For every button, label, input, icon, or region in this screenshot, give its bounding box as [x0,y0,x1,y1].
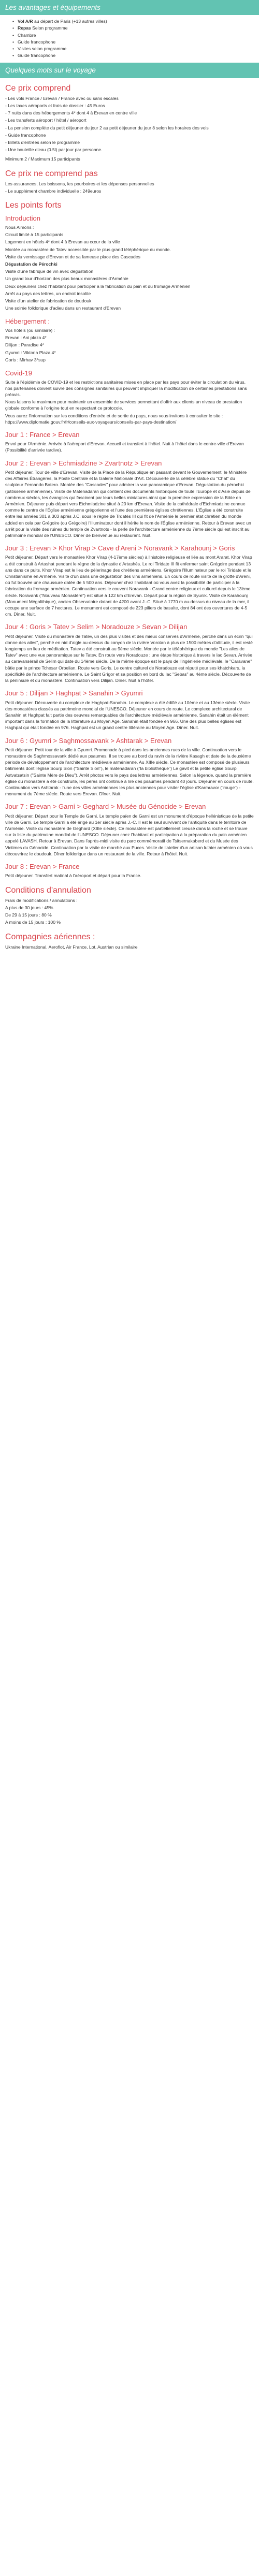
intro-block: Nous Aimons : Circuit limité à 15 participants Logement en hôtels 4* dont 4 à Erevan au cœur de la ville Montée au monastère de Tatev accessible par le plus grand téléphérique du monde. Visite du vernissage d'Erevan et de sa fameuse place des Cascades Dégustation de Pérochki Visite d'une fabrique de vin avec dégustation Un grand tour d'horizon des plus beaux monastères d'Arménie Deux déjeuners chez l'habitant pour participer à la fabrication du pain et du fromage Arménien Arrêt au pays des lettres, un endroit insolite Visite d'un atelier de fabrication de doudouk Une soirée folklorique d'adieu dans un restaurant d'Erevan [5,224,191,311]
advantages-header [0,0,259,15]
day-description: Petit déjeuner. Tour de ville d'Erevan. Visite de la Place de la République en passant devant le Gouvernement, le Ministère des Affaires Étrangères, la Poste Centrale et la Galerie Nationale d'Art. Découverte de la célèbre statue du "Chat" du sculpteur Fernando Botero. Montée des "Cascades" pour admirer la vue panoramique d'Erevan. Dégustation du pérochki (pâtisserie arménienne). Visite de Matenadaran qui contient des documents historiques de toute l'Europe et d'Asie depuis de nombreux siècles, les évangiles qui fascinent par leurs belles miniatures ainsi que la première expression de la Bible en Arménien. Déjeuner puis départ vers Etchmiadzine situé à 20 km d'Erevan. Visite de la cathédrale d'Etchmiadzine connue comme le centre de l'Église arménienne grégorienne et l'une des premières églises chrétiennes. L'Église a été construite entre les années 301 à 303 après J.C. sous le règne de Trdatès III qui fit de l'Arménie le premier état chrétien du monde added en cela par Grégoire (ou Grégoire) l'Illuminateur dont il hérite le nom de l'Église arménienne. Retour à Erevan avec un arrêt pour la visite des ruines du temple de Zvartnots - la perle de l'architecture arménienne du 7ème siècle qui est inscrit au patrimoine mondial de l'UNESCO. Dîner de bienvenue au restaurant. Nuit. [5,469,251,538]
trip-content [0,78,259,957]
airlines-block: Ukraine International, Aeroflot, Air France, Lot, Austrian ou similaire [5,944,138,950]
day-title: Jour 1 : France > Erevan [5,430,80,439]
includes-title: Ce prix comprend [5,83,71,93]
excludes-title: Ce prix ne comprend pas [5,169,98,178]
day-description: Petit déjeuner. Petit tour de la ville à Gyumri. Promenade à pied dans les anciennes rues de la ville. Continuation vers le monastère de Saghmossavank dédié aux psaumes. Il se trouve au bord du ravin de la rivière Kasagh et date de la deuxième période de développement de l'architecture médiévale arménienne. Au XIIIe siècle. Ce monastère est composé de plusieurs bâtiments dont l'église Sourp Sion ("Sainte Sion"), le matenadaran ("la bibliothèque") Le gavit et la petite église Sourp Astvatsatsin ("Sainte Mère de Dieu"). Arrêt photos vers le pays des lettres arméniennes. Selon la légende, quand la première église du monastère a été construite, les pères ont continué à lire des psaumes pendant 40 jours. Déjeuner en cours de route. Continuation vers Ashtarak - l'une des villes arméniennes les plus anciennes pour visiter l'église d'Karmravor ("rouge") - monument du 7ème siècle. Route vers Erevan. Dîner. Nuit. [5,747,254,797]
day-description: Petit déjeuner. Départ pour le Temple de Garni. Le temple païen de Garni est un monument d'époque hellénistique de la petite ville de Garni. Le temple Garni a été érigé au 1er siècle après J.-C. Il est le seul survivant de l'antiquité dans le territoire de l'Arménie. Visite du monastère de Geghard (XIIIe siècle). Ce monastère est partiellement creusé dans la roche et se trouve sur la liste du patrimoine mondial de l'UNESCO. Déjeuner chez l'habitant et participation à la préparation du pain arménien appelé LAVASH. Retour à Erevan. Dans l'après-midi visite du parc commémoratif de Tsitsernakaberd et du Musée des Victimes du Génocide. Continuation par la visite de marché aux Puces. Visite de l'atelier d'un artisan luthier arménien où vous découvrirez le doudouk. Dîner folklorique dans un restaurant de la ville. Retour à l'hôtel. Nuit. [5,813,254,856]
advantage-item: • Guide francophone [12,39,259,45]
excludes-block: Les assurances, Les boissons, les pourboires et les dépenses personnelles - Le supplément chambre individuelle : 249euros [5,181,154,194]
includes-block: - Les vols France / Erevan / France avec ou sans escales - Les taxes aéroports et frais de dossier : 45 Euros - 7 nuits dans des hébergements 4* dont 4 à Erevan en centre ville - Les transferts aéroport / hôtel / aéroport - La pension complète du petit déjeuner du jour 2 au petit déjeuner du jour 8 selon les horaires des vols - Guide francophone - Billets d'entrées selon le programme - Une bouteille d'eau (0.5l) par jour par personne. Minimum 2 / Maximum 15 participants [5,95,209,162]
day-title: Jour 6 : Gyumri > Saghmossavank > Ashtarak > Erevan [5,736,172,745]
page [0,0,259,957]
day-description: Petit déjeuner. Visite du monastère de Tatev, un des plus visités et des mieux conservés d'Arménie, perché dans un écrin "qui donne des ailes", perché en nid d'aigle au-dessus du canyon de la rivière Vorotan à plus de 1500 mètres d'altitude, il est resté longtemps un lieu de méditation. Tatev a été construit au 9ème siècle. Montée par le téléphérique du monde "Les ailes de Tatev" avec une vue panoramique sur le Tatev. En route vers Noradouze : une étape historique à travers le lac Sevan. Arrivée au caravansérail de Selim qui date du 14ème siècle. De la même époque est le pays de l'ingénierie médiévale, le "Caravane" bâtie par le prince Tchesar Orbelian. Route vers Goris. Le centre culturel de Noradouze est réputé pour ses khatchkars, la spécificité de l'architecture arménienne. Le Saint Grigor et sa position en bord du lac "Sebas" au 4ème siècle. Découverte de la péninsule et du monastère. Continuation vers Dilijan. Dîner. Nuit à l'hôtel. [5,633,253,683]
day-description: Envol pour l'Arménie. Arrivée à l'aéroport d'Erevan. Accueil et transfert à l'hôtel. Nuit à l'hôtel dans le centre-ville d'Erevan (Possibilité d'arrivée tardive). [5,441,244,453]
intro-title: Introduction [5,214,40,223]
advantages-list [0,18,259,59]
advantage-item: • Repas Selon programme [12,25,259,31]
day-description: Petit déjeuner. Transfert matinal à l'aéroport et départ pour la France. [5,873,141,879]
conditions-block: Frais de modifications / annulations : A plus de 30 jours : 45% De 29 à 15 jours : 80 % A moins de 15 jours : 100 % [5,897,78,925]
conditions-title: Conditions d'annulation [5,885,91,895]
advantages-title: Les avantages et équipements [5,4,100,11]
covid-block: Suite à l'épidémie de COVID-19 et les restrictions sanitaires mises en place par les pays pour éviter la circulation du virus, nos partenaires doivent suivre des consignes sanitaires qui peuvent impliquer la modification de certaines prestations sans préavis. Nous faisons le maximum pour maintenir un ensemble de services permettant d'offrir aux clients un niveau de prestation globale conforme à l'origine tout en respectant ce protocole. Vous aurez l'information sur les conditions d'entrée et de sortie du pays, nous vous invitons à consulter le site : https://www.diplomatie.gouv.fr/fr/conseils-aux-voyageurs/conseils-par-pays-destination/ [5,379,247,425]
day-title: Jour 2 : Erevan > Echmiadzine > Zvartnotz > Erevan [5,459,162,467]
lodging-block: Vos hôtels (ou similaire) : Erevan : Ani plaza 4* Dilijan : Paradise 4* Gyumri : Viktoria Plaza 4* Goris : Mirhav 3*sup [5,327,56,362]
advantage-item: • Chambre [12,32,259,38]
advantage-item: • Guide francophone [12,52,259,59]
day-description: Petit déjeuner. Départ vers le monastère Khor Virap (4-17ème siècles) à l'histoire religieuse et liée au mont Ararat. Khor Virap a été construit à Artashat pendant le règne de la dynastie d'Artashès. Le roi Tiridate III fit enfermer saint Grégoire pendant 13 ans dans ce puits. Khor Virap est le lieu de pèlerinage des chrétiens arméniens. Grégoire l'Illuminateur par le roi Tiridate et le Christianisme en Arménie. Visite d'un dans une dégustation des vins arméniens. En cours de route visite de la grotte d'Areni, où fut trouvée une chaussure datée de 5 500 ans. Déjeuner chez l'habitant où vous avez la possibilité de participer à la fabrication du fromage arménien. Continuation vers le couvent Noravank - Grand centre religieux et culturel depuis le 13ème siècle. Noravank ("Nouveau Monastère") est situé à 122 km d'Erevan. Départ pour la région de Syunik. Visite de Karahounj (Monument Mégalithique), ancien Observatoire datant de 4200 avant J.-C. Situé à 1770 m au-dessus du niveau de la mer, il occupe une surface de 7 hectares. Le monument est composé de 223 piliers de basalte, dont 84 ont des ouvertures de 4-5 cm. Dîner. Nuit. [5,555,252,617]
day-title: Jour 5 : Dilijan > Haghpat > Sanahin > Gyumri [5,689,143,697]
covid-title: Covid-19 [5,369,33,377]
day-title: Jour 4 : Goris > Tatev > Selim > Noradouze > Sevan > Dilijan [5,623,188,631]
about-header [0,63,259,78]
advantage-item: • Visites selon programme [12,46,259,52]
day-title: Jour 7 : Erevan > Garni > Geghard > Musée du Génocide > Erevan [5,803,206,811]
day-title: Jour 8 : Erevan > France [5,863,80,871]
day-title: Jour 3 : Erevan > Khor Virap > Cave d'Areni > Noravank > Karahounj > Goris [5,544,235,552]
about-title: Quelques mots sur le voyage [5,66,96,75]
advantage-item: • Vol A/R au départ de Paris (+13 autres villes) [12,18,259,24]
points-title: Les points forts [5,201,62,210]
airlines-title: Compagnies aériennes : [5,932,95,941]
day-description: Petit déjeuner. Découverte du complexe de Haghpat-Sanahin. Le complexe a été édifié au 10ème et au 13ème siècle. Visite des monastères classés au patrimoine mondial de l'UNESCO. Déjeuner en cours de route. Le complexe architectural de Sanahin et Haghpat fait partie des oeuvres remarquables de l'architecture médiévale arménienne. Sanahin était un élément important dans la formation de la littérature au Moyen Age. Sanahin était fondée en 966. Une des plus belles églises est Haghpat qui était fondée en 976. Haghpat est un grand centre littéraire au Moyen Age. Dîner. Nuit. [5,700,250,731]
lodging-title: Hébergement : [5,317,50,326]
